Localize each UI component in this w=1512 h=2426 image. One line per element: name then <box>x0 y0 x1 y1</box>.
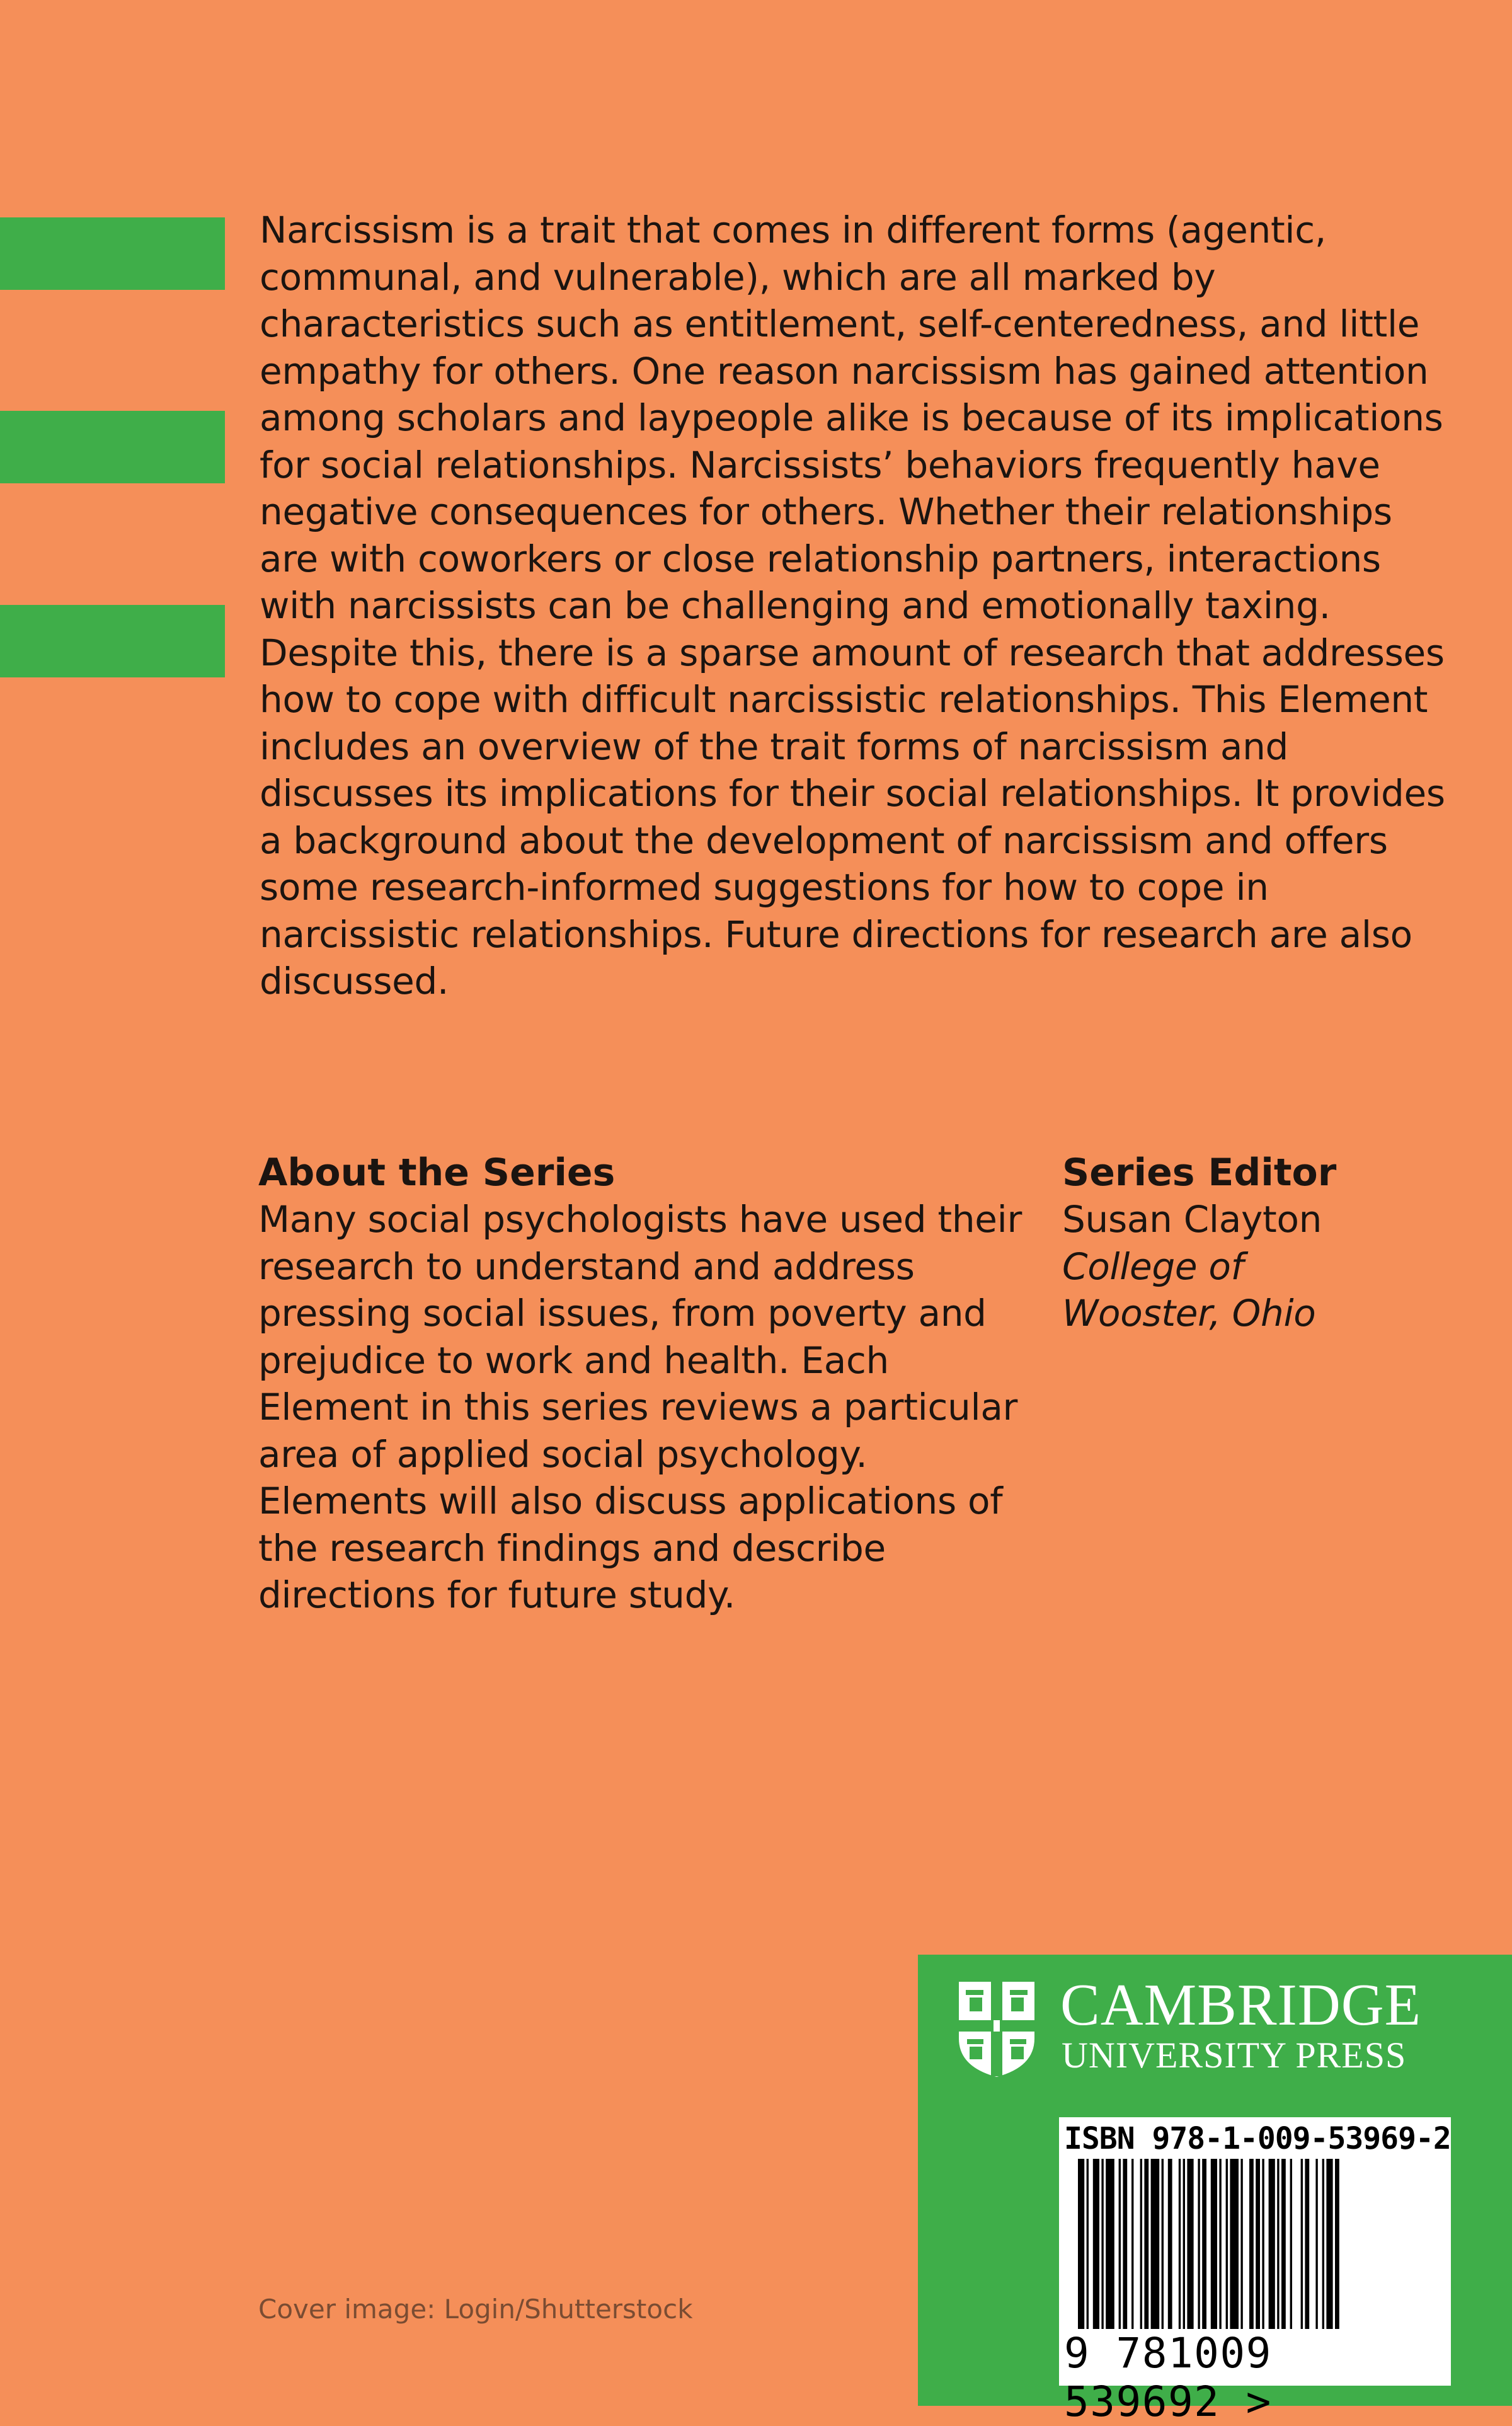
series-editor-affiliation-line2: Wooster, Ohio <box>1062 1292 1316 1335</box>
barcode-digits: 9 781009 539692 > <box>1064 2329 1272 2426</box>
series-editor-affiliation-line1: College of <box>1062 1245 1244 1288</box>
isbn-label: ISBN 978-1-009-53969-2 <box>1064 2121 1451 2156</box>
series-editor-heading: Series Editor <box>1062 1151 1337 1195</box>
cover-image-credit: Cover image: Login/Shutterstock <box>258 2294 693 2325</box>
cambridge-crest-icon <box>956 1979 1038 2079</box>
series-editor-name: Susan Clayton <box>1062 1198 1322 1241</box>
barcode-icon <box>1065 2159 1443 2329</box>
isbn-barcode-block <box>1059 2117 1451 2426</box>
publisher-subtitle: UNIVERSITY PRESS <box>1062 2035 1407 2076</box>
about-series-section <box>258 1149 1027 1619</box>
decorative-green-bar-2 <box>0 411 225 483</box>
publisher-panel <box>918 1955 1512 2426</box>
series-editor-section <box>1062 1149 1453 1337</box>
about-series-text: Many social psychologists have used their research to understand and address pressing social issues, from poverty and prejudice to work and health. Each Element in this series reviews a particular area of applied social psychology. Elements will also discuss applications of the research findings and describe directions for future study. <box>258 1198 1022 1616</box>
book-description: Narcissism is a trait that comes in different forms (agentic, communal, and vulnerable), which are all marked by characteristics such as entitlement, self-centeredness, and little empathy for others. One reason narcissism has gained attention among scholars and laypeople alike is because of its implications for social relationships. Narcissists’ behaviors frequently have negative consequences for others. Whether their relationships are with coworkers or close relationship partners, interactions with narcissists can be challenging and emotionally taxing. Despite this, there is a sparse amount of research that addresses how to cope with difficult narcissistic relationships. This Element includes an overview of the trait forms of narcissism and discusses its implications for their social relationships. It provides a background about the development of narcissism and offers some research-informed suggestions for how to cope in narcissistic relationships. Future directions for research are also discussed. <box>260 209 1445 1003</box>
about-series-heading: About the Series <box>258 1151 616 1195</box>
publisher-name: CAMBRIDGE <box>1060 1972 1422 2038</box>
decorative-green-bar-3 <box>0 605 225 677</box>
decorative-green-bar-1 <box>0 217 225 290</box>
